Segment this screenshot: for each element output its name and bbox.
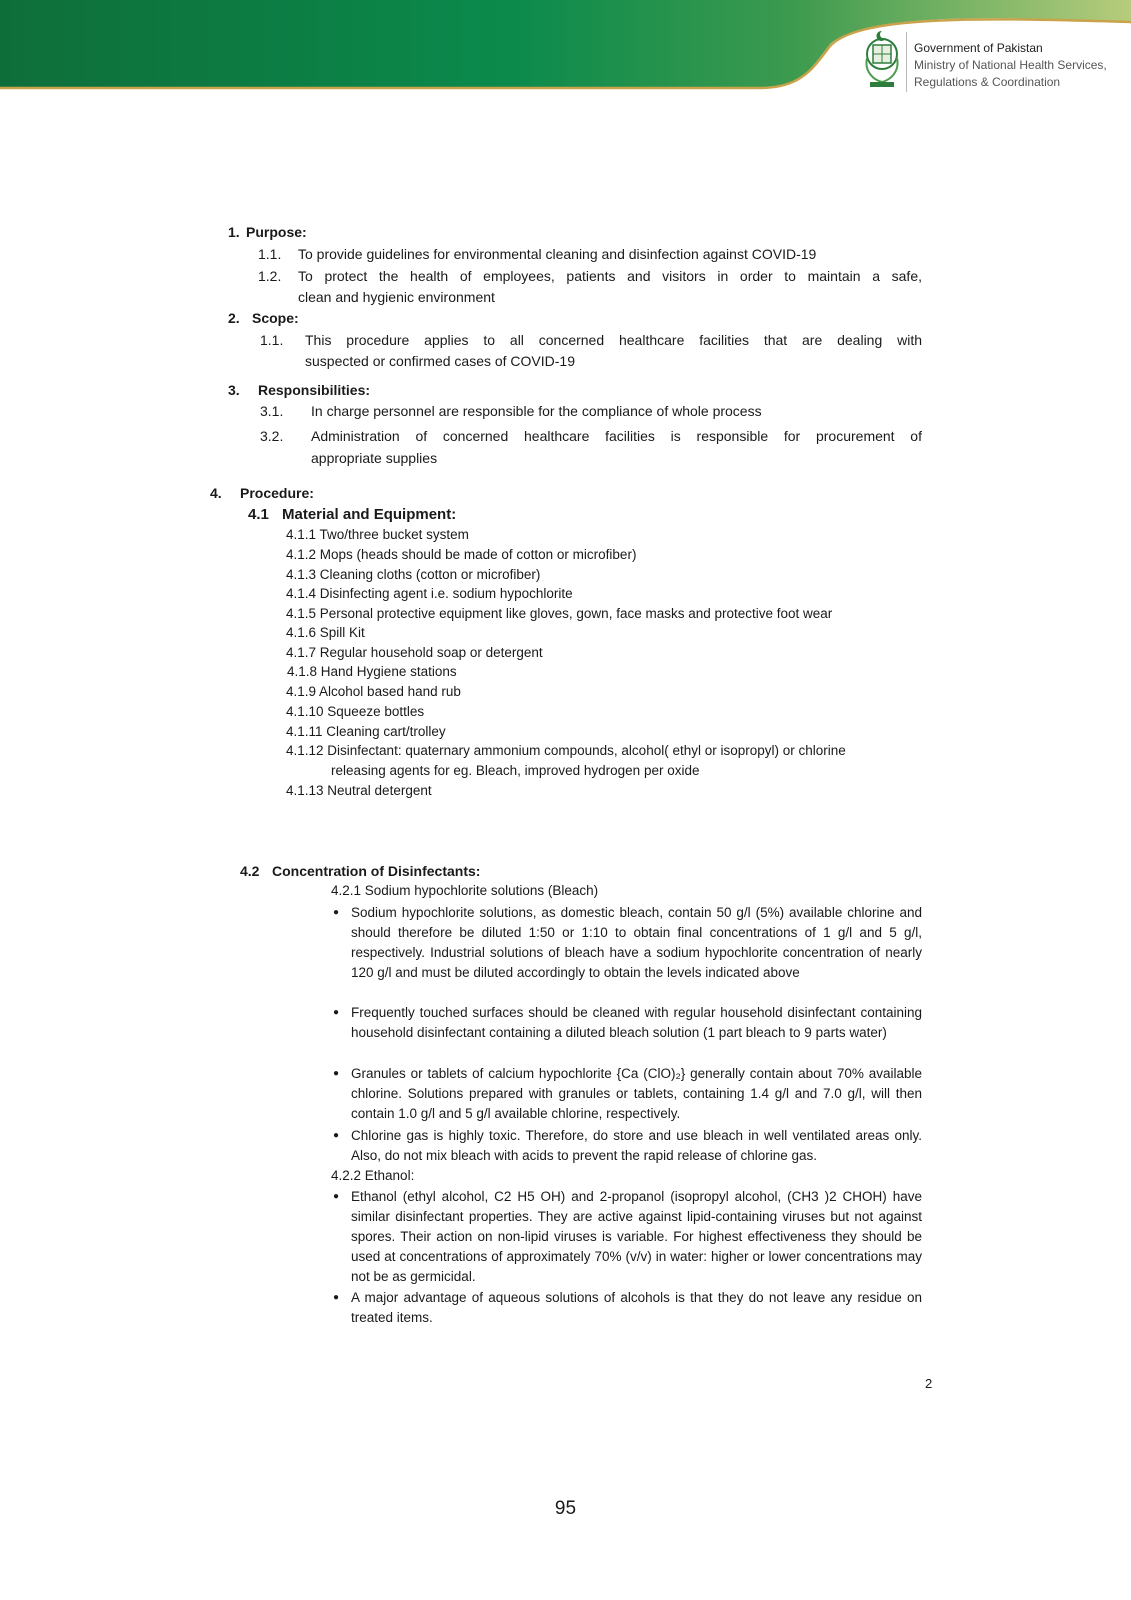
s3-item2-text-a: Administration of concerned healthcare facilities is responsible for procurement of: [311, 428, 922, 444]
bullet-icon: ●: [333, 1191, 340, 1202]
list-item: 4.1.8 Hand Hygiene stations: [287, 664, 457, 679]
folio-page-number: 95: [554, 1498, 577, 1519]
section-1-number: 1.: [228, 224, 240, 240]
list-item: 4.1.2 Mops (heads should be made of cotton or microfiber): [286, 547, 637, 562]
section-3-number: 3.: [228, 382, 240, 398]
list-item: 4.1.9 Alcohol based hand rub: [286, 684, 461, 699]
section-4-1-title: Material and Equipment:: [282, 506, 457, 523]
list-item: 4.1.7 Regular household soap or detergent: [286, 645, 543, 660]
list-item: 4.1.6 Spill Kit: [286, 625, 365, 640]
bullet-paragraph-1: Sodium hypochlorite solutions, as domestic bleach, contain 50 g/l (5%) available chlorine and should therefore be diluted 1:50 or 1:10 to obtain final concentrations of 1 g/l and 5 g/l, respectively. Industrial solutions of bleach have a sodium hypochlorite concentration of nearly 120 g/l and must be diluted accordingly to obtain the levels indicated above: [351, 905, 922, 980]
s2-item1-number: 1.1.: [260, 332, 284, 348]
ministry-line-1: Ministry of National Health Services,: [914, 58, 1107, 72]
section-4-title: Procedure:: [240, 485, 314, 501]
section-4-1-number: 4.1: [248, 506, 269, 523]
list-item: 4.1.5 Personal protective equipment like gloves, gown, face masks and protective foot wear: [286, 606, 833, 621]
section-4-number: 4.: [210, 485, 222, 501]
bullet-paragraph-6: A major advantage of aqueous solutions of alcohols is that they do not leave any residue on treated items.: [351, 1290, 922, 1325]
list-item: 4.1.13 Neutral detergent: [286, 783, 432, 798]
s2-item1-text-b: suspected or confirmed cases of COVID-19: [305, 353, 576, 369]
section-1-title: Purpose:: [246, 224, 307, 240]
list-item: 4.1.4 Disinfecting agent i.e. sodium hypochlorite: [286, 586, 573, 601]
list-item: 4.1.11 Cleaning cart/trolley: [286, 724, 446, 739]
s1-item2-text-b: clean and hygienic environment: [298, 289, 495, 305]
ministry-line-2: Regulations & Coordination: [914, 75, 1061, 89]
s2-item1-text-a: This procedure applies to all concerned healthcare facilities that are dealing with: [305, 332, 922, 348]
subsection-4-2-1: 4.2.1 Sodium hypochlorite solutions (Bleach): [331, 883, 599, 898]
list-item: 4.1.12 Disinfectant: quaternary ammonium compounds, alcohol( ethyl or isopropyl) or chlorine: [286, 743, 846, 758]
section-2-number: 2.: [228, 310, 240, 326]
bullet-paragraph-3: Granules or tablets of calcium hypochlorite {Ca (ClO)₂} generally contain about 70% available chlorine. Solutions prepared with granules or tablets, containing 1.4 g/l and 7.0 g/l, will then contain 1.0 g/l and 5 g/l available chlorine, respectively.: [351, 1066, 922, 1121]
bullet-paragraph-4: Chlorine gas is highly toxic. Therefore, do store and use bleach in well ventilated areas only. Also, do not mix bleach with acids to prevent the rapid release of chlorine gas.: [351, 1128, 922, 1163]
s1-item2-text-a: To protect the health of employees, patients and visitors in order to maintain a safe,: [298, 268, 922, 284]
s1-item1-number: 1.1.: [258, 246, 282, 262]
list-item-continuation: releasing agents for eg. Bleach, improved hydrogen per oxide: [331, 763, 700, 778]
subsection-4-2-2: 4.2.2 Ethanol:: [331, 1168, 415, 1183]
list-item: 4.1.1 Two/three bucket system: [286, 527, 469, 542]
s1-item2-number: 1.2.: [258, 268, 282, 284]
s3-item2-text-b: appropriate supplies: [311, 450, 438, 466]
bullet-icon: ●: [333, 1068, 340, 1079]
section-4-2-title: Concentration of Disinfectants:: [272, 863, 481, 879]
s3-item2-number: 3.2.: [260, 428, 284, 444]
bullet-paragraph-2: Frequently touched surfaces should be cleaned with regular household disinfectant containing household disinfectant containing a diluted bleach solution (1 part bleach to 9 parts water): [351, 1005, 922, 1040]
s3-item1-text: In charge personnel are responsible for the compliance of whole process: [311, 403, 762, 419]
bullet-icon: ●: [333, 1130, 340, 1141]
bullet-paragraph-5: Ethanol (ethyl alcohol, C2 H5 OH) and 2-propanol (isopropyl alcohol, (CH3 )2 CHOH) have similar disinfectant properties. They are active against lipid-containing viruses but not against spores. Their action on non-lipid viruses is variable. For highest effectiveness they should be used at concentrations of approximately 70% (v/v) in water: higher or lower concentrations may not be as germicidal.: [351, 1189, 922, 1284]
bullet-icon: ●: [333, 1292, 340, 1303]
section-2-title: Scope:: [252, 310, 299, 326]
s1-item1-text: To provide guidelines for environmental cleaning and disinfection against COVID-19: [298, 246, 817, 262]
list-item: 4.1.10 Squeeze bottles: [286, 704, 425, 719]
bullet-icon: ●: [333, 907, 340, 918]
section-3-title: Responsibilities:: [258, 382, 371, 398]
s3-item1-number: 3.1.: [260, 403, 284, 419]
list-item: 4.1.3 Cleaning cloths (cotton or microfiber): [286, 567, 541, 582]
section-4-2-number: 4.2: [240, 863, 260, 879]
inner-page-number: 2: [925, 1376, 933, 1391]
gov-title: Government of Pakistan: [914, 41, 1043, 55]
bullet-icon: ●: [333, 1007, 340, 1018]
